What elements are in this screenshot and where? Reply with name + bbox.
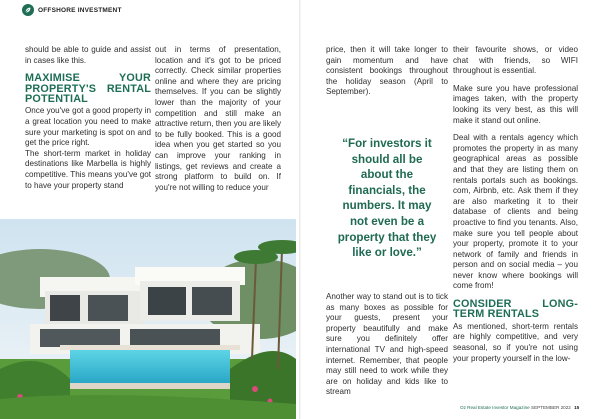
page-number: 15 [574,405,580,410]
villa-photo-icon [0,219,296,419]
paragraph: should be able to guide and assist in cases like this. [25,45,151,65]
left-column-1 [25,45,151,198]
left-column-2 [155,45,281,200]
paragraph: Once you've got a good property in a great location you need to make sure your marketing is spot on and get the price right. [25,106,151,148]
paragraph: Deal with a rentals agency which promotes the property in as many geographical areas as possible and that they are listing them on rentals portals such as bookings. com, Airbnb, etc. Ask them if they are also marketing it to their database of clients and being proactive to find you tenants. Also, make sure you tell people about your property, promote it to your network of family and friends in person and on social media – you never know where bookings will come from! [453,133,578,291]
section-heading: MAXIMISE YOUR PROPERTY'S RENTAL POTENTIAL [25,72,151,105]
footer-brand: Oz Real Estate Investor Magazine [460,405,530,410]
right-column-2 [453,45,578,371]
paragraph: Another way to stand out is to tick as many boxes as possible for your guests, present your property beautifully and make sure you definitely offer international TV and high-speed internet. Remember, that people may still need to work while they are on holiday and kids like to stream [326,292,448,397]
pull-quote: “For investors it should all be about the financials, the numbers. It may not even be a property that they like or love.” [337,137,437,260]
section-label [22,4,122,16]
right-page [300,0,600,419]
paragraph: price, then it will take longer to gain momentum and have consistent bookings throughout the holiday season (April to September). [326,45,448,97]
section-heading: CONSIDER LONG-TERM RENTALS [453,298,578,321]
footer-issue: SEPTEMBER 2022 [531,405,571,410]
right-column-1 [326,45,448,105]
section-title: OFFSHORE INVESTMENT [38,6,122,14]
paragraph: Make sure you have professional images taken, with the property looking its very best, as this will make it stand out online. [453,83,578,125]
paragraph: As mentioned, short-term rentals are highly competitive, and very seasonal, so if you're not using your property yourself in the low- [453,321,578,363]
leaf-logo-icon [22,4,34,16]
paragraph: The short-term market in holiday destinations like Marbella is highly competitive. This means you've got to have your property stand [25,148,152,190]
paragraph: out in terms of presentation, location and it's got to be priced correctly. Check similar properties online and where they are pricing themselves. If you can be slightly lower than the majority of your competition and still make an attractive return, then you are likely to be fully booked. This is a good idea when you get started so you can improve your ranking in listings, get reviews and create a strong platform to build on. If you're not willing to reduce your [155,45,281,192]
footer [460,405,579,410]
right-column-1-lower [326,292,448,405]
paragraph: their favourite shows, or video chat with friends, so WIFI throughout is essential. [453,45,578,76]
